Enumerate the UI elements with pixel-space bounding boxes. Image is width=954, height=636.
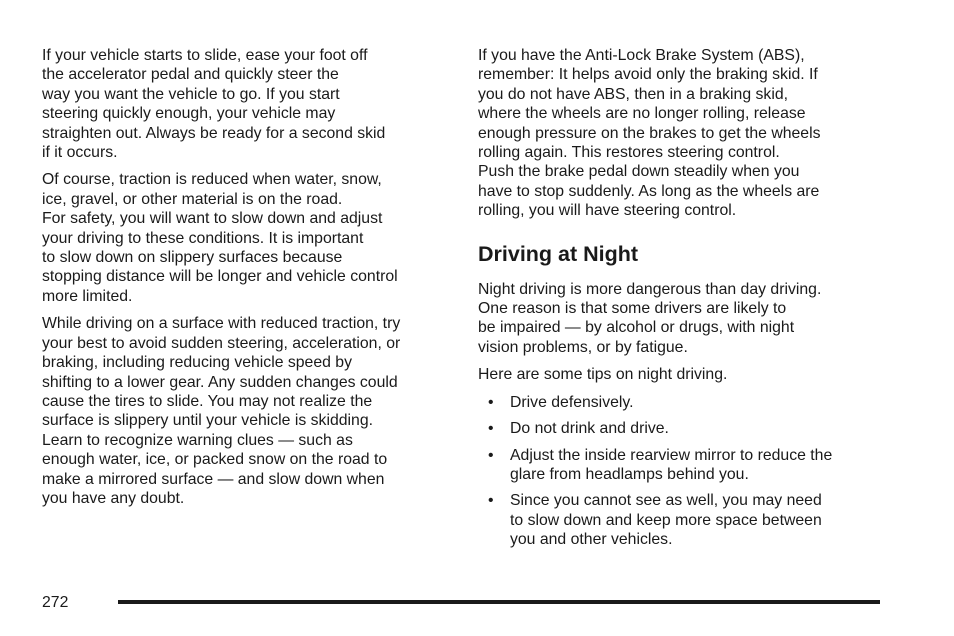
bullet-icon: • [488,420,494,438]
list-item [478,419,884,438]
night-driving-tips-list [478,393,884,550]
bullet-icon: • [488,446,494,464]
left-column [42,46,454,516]
list-item-text: Drive defensively. [510,393,634,411]
bullet-icon: • [488,393,494,411]
list-item [478,393,884,412]
page-number: 272 [42,594,69,611]
bullet-icon: • [488,492,494,510]
paragraph-tips-intro: Here are some tips on night driving. [478,366,728,384]
paragraph-night-danger: Night driving is more dangerous than day driving. One reason is that some drivers are likely to be impaired — by alcohol or drugs, with night vision problems, or by fatigue. [478,280,822,356]
right-column [478,46,884,557]
paragraph-driving-surface: While driving on a surface with reduced traction, try your best to avoid sudden steering, acceleration, or braking, including reducing vehicle speed by shifting to a lower gear. Any sudden changes could cause the tires to slide. You may not realize the surface is slippery until your vehicle is skidding. Learn to recognize warning clues — such as enough water, ice, or packed snow on the road to make a mirrored surface — and slow down when you have any doubt. [42,315,401,507]
list-item-text: Do not drink and drive. [510,420,669,438]
section-heading-driving-at-night: Driving at Night [478,241,639,266]
list-item-text: Adjust the inside rearview mirror to reduce the glare from headlamps behind you. [510,446,833,483]
list-item [478,491,884,549]
footer-divider [118,600,880,604]
list-item-text: Since you cannot see as well, you may need to slow down and keep more space between you and other vehicles. [510,492,822,549]
list-item [478,446,884,485]
paragraph-skid-recovery: If your vehicle starts to slide, ease your foot off the accelerator pedal and quickly steer the way you want the vehicle to go. If you start steering quickly enough, your vehicle may straighten out. Always be ready for a second skid if it occurs. [42,47,386,162]
paragraph-abs: If you have the Anti-Lock Brake System (ABS), remember: It helps avoid only the braking skid. If you do not have ABS, then in a braking skid, where the wheels are no longer rolling, release enough pressure on the brakes to get the wheels rolling again. This restores steering control. Push the brake pedal down steadily when you have to stop suddenly. As long as the wheels are rolling, you will have steering control. [478,47,821,220]
paragraph-reduced-traction: Of course, traction is reduced when water, snow, ice, gravel, or other material is on the road. For safety, you will want to slow down and adjust your driving to these conditions. It is important to slow down on slippery surfaces because stopping distance will be longer and vehicle control more limited. [42,171,398,305]
